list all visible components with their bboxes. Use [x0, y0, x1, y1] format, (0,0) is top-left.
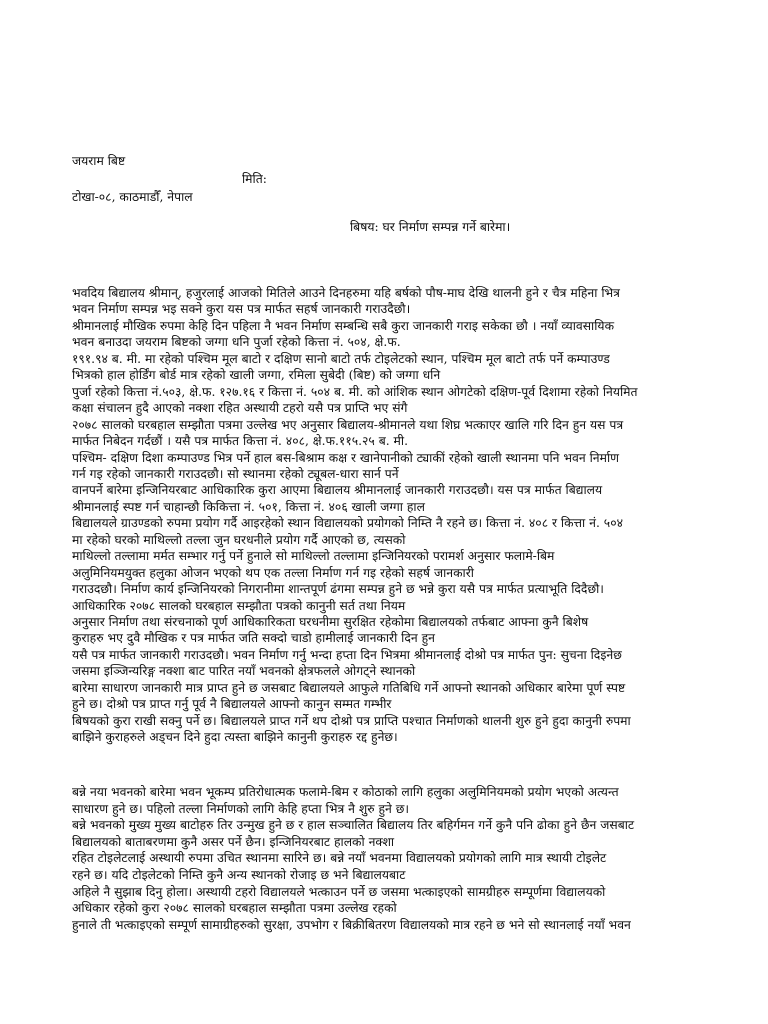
body-line: १९१.९४ ब. मी. मा रहेको पश्चिम मूल बाटो र दक्षिण सानो बाटो तर्फ टोइलेटको स्थान, पश्चिम मूल बाटो तर्फ पर्ने कम्पाउण्ड	[72, 351, 610, 366]
body-line: अधिकार रहेको कुरा २०७८ सालको घरबहाल सम्झौता पत्रमा उल्लेख रहको	[72, 901, 397, 916]
body-line: बन्ने नया भवनको बारेमा भवन भूकम्प प्रतिरोधात्मक फलामे-बिम र कोठाको लागि हलुका अलुमिनियमको प्रयोग भएको अत्यन्त	[72, 785, 619, 799]
body-line: अनुसार निर्माण तथा संरचनाको पूर्ण आधिकारिकता घरधनीमा सुरक्षित रहेकोमा बिद्यालयको तर्फबाट आफ्ना कुनै बिशेष	[72, 615, 589, 629]
body-line: अहिले नै सुझाब दिनु होला। अस्थायी टहरो विद्यालयले भत्काउन पर्ने छ जसमा भत्काइएको सामग्रीहरु सम्पूर्णमा विद्यालयको	[72, 884, 606, 899]
body-line: वानपर्ने बारेमा इन्जिनियरबाट आधिकारिक कुरा आएमा बिद्यालय श्रीमानलाई जानकारी गराउदछौ। यस पत्र मार्फत बिद्यालय	[72, 483, 603, 498]
body-line: रहित टोइलेटलाई अस्थायी रुपमा उचित स्थानमा सारिने छ। बन्ने नयाँ भवनमा विद्यालयको प्रयोगको लागि मात्र स्थायी टोइलेट	[72, 851, 607, 866]
body-line: बिद्यालयले ग्राउण्डको रुपमा प्रयोग गर्दै आइरहेको स्थान विद्यालयको प्रयोगको निम्ति नै रहने छ। कित्ता नं. ४०८ र कित्ता नं. ५०४	[72, 516, 623, 531]
body-line: माथिल्लो तल्लामा मर्मत सम्भार गर्नु पर्ने हुनाले सो माथिल्लो तल्लामा इन्जिनियरको परामर्श अनुसार फलामे-बिम	[72, 549, 555, 564]
body-line: हुनाले ती भत्काइएको सम्पूर्ण सामाग्रीहरुको सुरक्षा, उपभोग र बिक्रीबितरण विद्यालयको मात्र रहने छ भने सो स्थानलाई नयाँ भवन	[72, 917, 631, 932]
body-line: कक्षा संचालन हुदै आएको नक्शा रहित अस्थायी टहरो यसै पत्र प्राप्ति भए संगै	[72, 401, 408, 416]
body-line: भवदिय बिद्यालय श्रीमान्, हजुरलाई आजको मितिले आउने दिनहरुमा यहि बर्षको पौष-माघ देखि थालनी हुने र चैत्र महिना भित्र	[72, 286, 620, 300]
body-line: बाझिने कुराहरुले अड्चन दिने हुदा त्यस्ता बाझिने कानुनी कुराहरु रद्द हुनेछ।	[72, 730, 398, 745]
sender-name: जयराम बिष्ट	[72, 154, 126, 168]
body-line: यसै पत्र मार्फत जानकारी गराउदछौ। भवन निर्माण गर्नु भन्दा हप्ता दिन भित्रमा श्रीमानलाई दोश्रो पत्र मार्फत पुन: सुचना दिइनेछ	[72, 647, 622, 662]
body-line: मार्फत निबेदन गर्दछौं । यसै पत्र मार्फत कित्ता नं. ४०८, क्षे.फ.११५.२५ ब. मी.	[72, 434, 408, 449]
body-line: २०७८ सालको घरबहाल सम्झौता पत्रमा उल्लेख भए अनुसार बिद्यालय-श्रीमानले यथा शिघ्र भत्काएर खालि गरि दिन हुन यस पत्र	[72, 417, 624, 432]
body-line: कुराहरु भए दुवै मौखिक र पत्र मार्फत जति सक्दो चाडो हामीलाई जानकारी दिन हुन	[72, 631, 435, 646]
body-line: हुने छ। दोश्रो पत्र प्राप्त गर्नु पूर्व नै बिद्यालयले आफ्नो कानुन सम्मत गम्भीर	[72, 697, 392, 712]
body-line: अलुमिनियमयुक्त हलुका ओजन भएको थप एक तल्ला निर्माण गर्न गइ रहेको सहर्ष जानकारी	[72, 565, 474, 580]
letter-subject: बिषय: घर निर्माण सम्पन्न गर्ने बारेमा।	[350, 220, 511, 234]
body-line: पश्चिम- दक्षिण दिशा कम्पाउण्ड भित्र पर्ने हाल बस-बिश्राम कक्ष र खानेपानीको ट्याकीं रहेको खाली स्थानमा पनि भवन निर्माण	[72, 450, 620, 465]
body-line: बिद्यालयको बाताबरणमा कुनै असर पर्ने छैन। इन्जिनियरबाट हालको नक्शा	[72, 834, 395, 849]
body-line: भवन निर्माण सम्पन्न भइ सक्ने कुरा यस पत्र मार्फत सहर्ष जानकारी गराउदैछौ।	[72, 302, 411, 317]
body-line: मा रहेको घरको माथिल्लो तल्ला जुन घरधनीले प्रयोग गर्दै आएको छ, त्यसको	[72, 532, 406, 547]
body-line: श्रीमानलाई स्पष्ट गर्न चाहान्छौ किकित्ता नं. ५०१, कित्ता नं. ४०६ खाली जग्गा हाल	[72, 499, 425, 514]
body-line: बारेमा साधारण जानकारी मात्र प्राप्त हुने छ जसबाट बिद्यालयले आफुले गतिबिधि गर्ने आफ्नो स्थानको अधिकार बारेमा पूर्ण स्पष्ट	[72, 680, 626, 695]
body-line: भवन बनाउदा जयराम बिष्टको जग्गा धनि पुर्जा रहेको कित्ता नं. ५०४, क्षे.फ.	[72, 335, 401, 350]
body-line: रहने छ। यदि टोइलेटको निम्ति कुनै अन्य स्थानको रोजाइ छ भने बिद्यालयबाट	[72, 868, 406, 882]
date-label: मिति:	[242, 172, 267, 186]
body-line: पुर्जा रहेको कित्ता नं.५०३, क्षे.फ. १२७.१६ र कित्ता नं. ५०४ ब. मी. को आंशिक स्थान ओगटेको दक्षिण-पूर्व दिशामा रहेको नियमित	[72, 384, 638, 399]
sender-address: टोखा-०८, काठमाडौँ, नेपाल	[72, 190, 193, 204]
body-line: गर्न गइ रहेको जानकारी गराउदछौ। सो स्थानमा रहेको ट्यूबल-धारा सार्न पर्ने	[72, 466, 399, 481]
body-line: साधारण हुने छ। पहिलो तल्ला निर्माणको लागि केहि हप्ता भित्र नै शुरु हुने छ।	[72, 801, 410, 816]
body-line: श्रीमानलाई मौखिक रुपमा केहि दिन पहिला नै भवन निर्माण सम्बन्धि सबै कुरा जानकारी गराइ सकेका छौ । नयाँ व्यावसायिक	[72, 318, 615, 333]
body-line: बिषयको कुरा राखी सक्नु पर्ने छ। बिद्यालयले प्राप्त गर्ने थप दोश्रो पत्र प्राप्ति पश्चात निर्माणको थालनी शुरु हुने हुदा कानुनी रुपमा	[72, 713, 631, 728]
body-line: आधिकारिक २०७८ सालको घरबहाल सम्झौता पत्रको कानुनी सर्त तथा नियम	[72, 598, 406, 613]
body-line: गराउदछौ। निर्माण कार्य इन्जिनियरको निगरानीमा शान्तपूर्ण ढंगमा सम्पन्न हुने छ भन्ने कुरा यसै पत्र मार्फत प्रत्याभूति दिदैछौ।	[72, 582, 604, 597]
body-line: भित्रको हाल होर्डिंग बोर्ड मात्र रहेको खाली जग्गा, रमिला सुबेदी (बिष्ट) को जग्गा धनि	[72, 368, 441, 383]
body-line: बन्ने भवनको मुख्य मुख्य बाटोहरु तिर उन्मुख हुने छ र हाल सञ्चालित बिद्यालय तिर बहिर्गमन गर्ने कुनै पनि ढोका हुने छैन जसबाट	[72, 818, 635, 833]
body-line: जसमा इञ्जिन्यरिङ्ग नक्शा बाट पारित नयाँ भवनको क्षेत्रफलले ओगट्ने स्थानको	[72, 664, 416, 679]
